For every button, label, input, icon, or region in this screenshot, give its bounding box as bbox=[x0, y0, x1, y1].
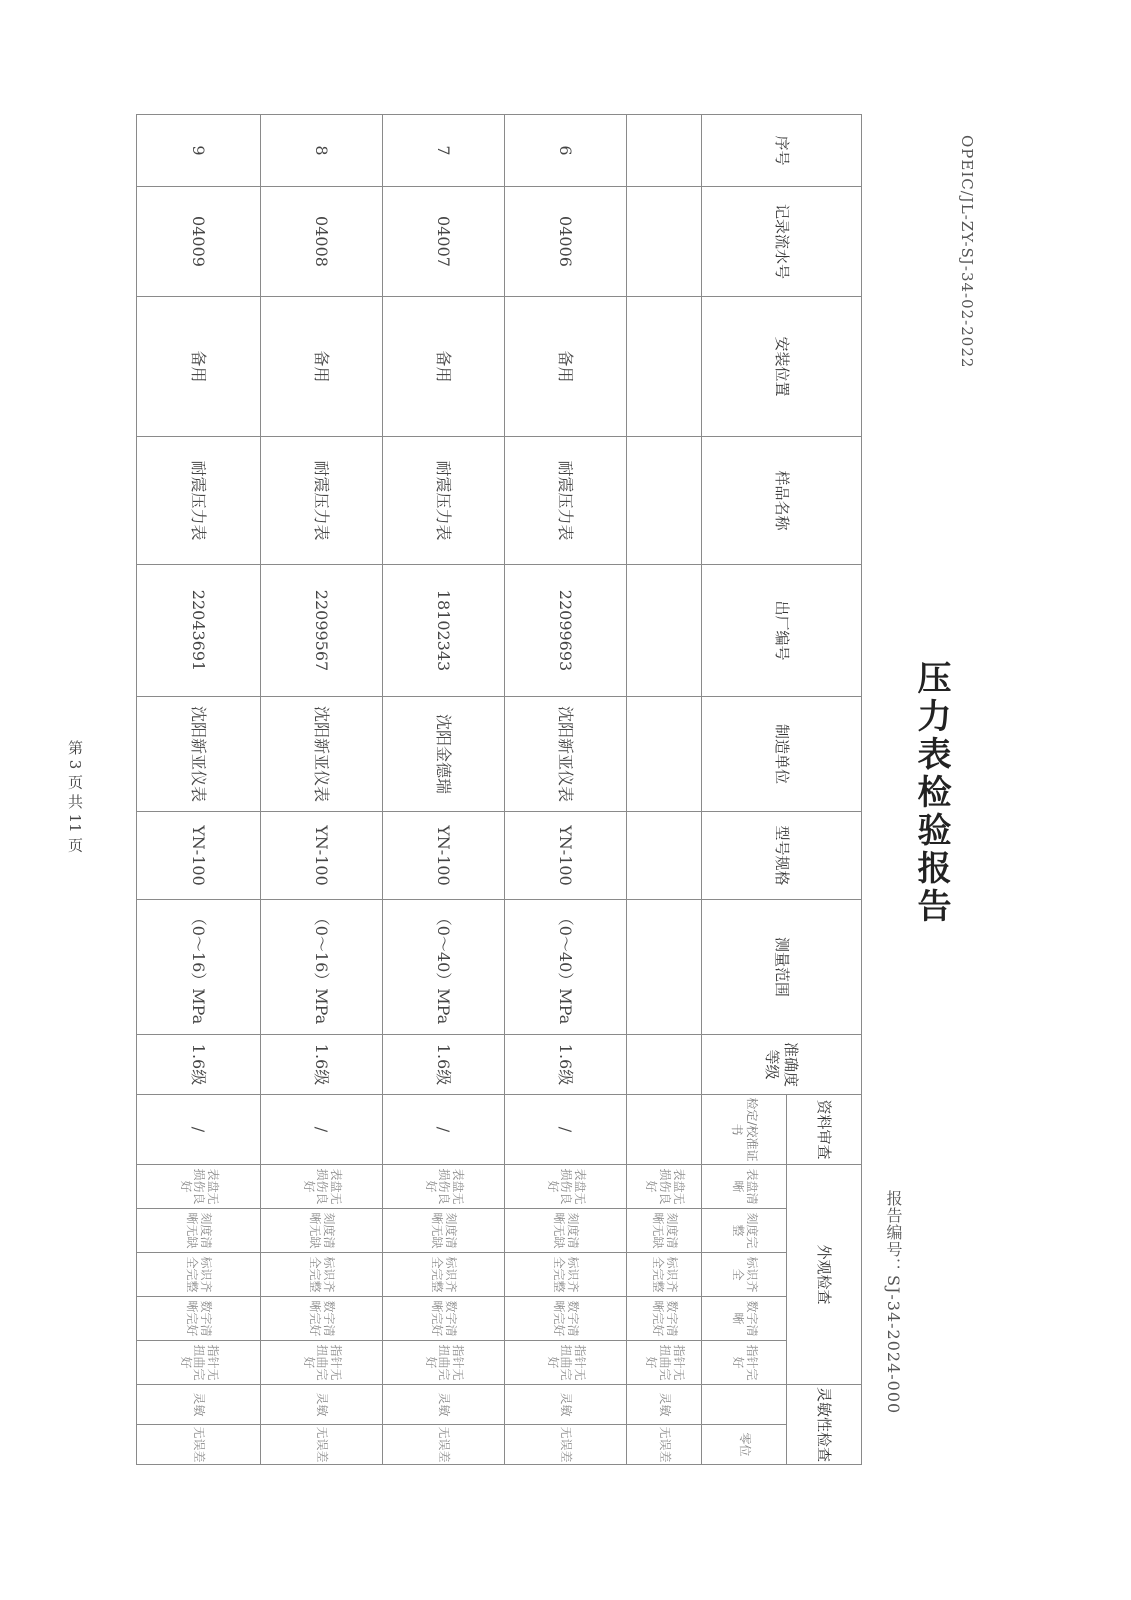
col-ap3: 标识齐全 bbox=[702, 1253, 787, 1297]
cell-sample-name: 耐震压力表 bbox=[383, 437, 505, 565]
report-title: 压力表检验报告 bbox=[911, 660, 951, 926]
cell-location: 备用 bbox=[505, 297, 627, 437]
cell-serial: 22099567 bbox=[261, 565, 383, 697]
cell-ap2: 刻度清晰无缺 bbox=[383, 1209, 505, 1253]
cell-seq: 6 bbox=[505, 115, 627, 187]
cell-manufacturer: 沈阳新亚仪表 bbox=[137, 697, 261, 812]
cell-ap4: 数字清晰完好 bbox=[261, 1297, 383, 1341]
result-sensitivity: 灵敏 bbox=[627, 1385, 702, 1425]
col-range: 测量范围 bbox=[702, 900, 862, 1035]
cell-ap5: 指针无扭曲完好 bbox=[505, 1341, 627, 1385]
result-ap5: 指针无扭曲完好 bbox=[627, 1341, 702, 1385]
cell-location: 备用 bbox=[261, 297, 383, 437]
col-sens-result bbox=[702, 1385, 787, 1425]
cell-ap4: 数字清晰完好 bbox=[137, 1297, 261, 1341]
table-blank-row bbox=[627, 115, 702, 1465]
cell-serial: 18102343 bbox=[383, 565, 505, 697]
cell-location: 备用 bbox=[137, 297, 261, 437]
cell-location: 备用 bbox=[383, 297, 505, 437]
cell-zero: 无误差 bbox=[137, 1425, 261, 1465]
cell-ap3: 标识齐全完整 bbox=[505, 1253, 627, 1297]
cell-ap4: 数字清晰完好 bbox=[383, 1297, 505, 1341]
result-zero: 无误差 bbox=[627, 1425, 702, 1465]
document-code: OPEIC/JL-ZY-SJ-34-02-2022 bbox=[958, 135, 976, 369]
cell-sensitivity: 灵敏 bbox=[261, 1385, 383, 1425]
cell-model: YN-100 bbox=[261, 812, 383, 900]
col-accuracy: 准确度等级 bbox=[702, 1035, 862, 1095]
col-seq: 序号 bbox=[702, 115, 862, 187]
table-row bbox=[137, 115, 261, 1465]
cell-ap1: 表盘无损伤良好 bbox=[505, 1165, 627, 1209]
cell-ap1: 表盘无损伤良好 bbox=[261, 1165, 383, 1209]
cell-sample-name: 耐震压力表 bbox=[505, 437, 627, 565]
cell-ap2: 刻度清晰无缺 bbox=[137, 1209, 261, 1253]
cell-sample-name: 耐震压力表 bbox=[261, 437, 383, 565]
cell-sensitivity: 灵敏 bbox=[505, 1385, 627, 1425]
cell-accuracy: 1.6级 bbox=[137, 1035, 261, 1095]
col-data-review: 资料审查 bbox=[787, 1095, 862, 1165]
table-row bbox=[505, 115, 627, 1465]
table-row bbox=[261, 115, 383, 1465]
col-ap5: 指针完好 bbox=[702, 1341, 787, 1385]
cell-zero: 无误差 bbox=[505, 1425, 627, 1465]
cell-manufacturer: 沈阳金德瑞 bbox=[383, 697, 505, 812]
col-zero: 零位 bbox=[702, 1425, 787, 1465]
cell-serial: 22043691 bbox=[137, 565, 261, 697]
result-ap2: 刻度清晰无缺 bbox=[627, 1209, 702, 1253]
table-header-row bbox=[787, 115, 862, 1465]
cell-ap3: 标识齐全完整 bbox=[383, 1253, 505, 1297]
cell-accuracy: 1.6级 bbox=[505, 1035, 627, 1095]
result-ap4: 数字清晰完好 bbox=[627, 1297, 702, 1341]
cell-range: （0～16）MPa bbox=[137, 900, 261, 1035]
col-serial: 出厂编号 bbox=[702, 565, 862, 697]
col-model: 型号规格 bbox=[702, 812, 862, 900]
cell-sample-name: 耐震压力表 bbox=[137, 437, 261, 565]
cell-manufacturer: 沈阳新亚仪表 bbox=[505, 697, 627, 812]
cell-model: YN-100 bbox=[137, 812, 261, 900]
cell-sensitivity: 灵敏 bbox=[383, 1385, 505, 1425]
cell-ap5: 指针无扭曲完好 bbox=[137, 1341, 261, 1385]
cell-record-no: 04006 bbox=[505, 187, 627, 297]
col-ap1: 表盘清晰 bbox=[702, 1165, 787, 1209]
cell-ap3: 标识齐全完整 bbox=[261, 1253, 383, 1297]
cell-accuracy: 1.6级 bbox=[261, 1035, 383, 1095]
page-footer: 第 3 页 共 11 页 bbox=[66, 740, 84, 853]
cell-ap1: 表盘无损伤良好 bbox=[137, 1165, 261, 1209]
cell-seq: 9 bbox=[137, 115, 261, 187]
cell-ap2: 刻度清晰无缺 bbox=[261, 1209, 383, 1253]
col-cert: 检定/校准证书 bbox=[702, 1095, 787, 1165]
cell-record-no: 04008 bbox=[261, 187, 383, 297]
col-manufacturer: 制造单位 bbox=[702, 697, 862, 812]
cell-record-no: 04007 bbox=[383, 187, 505, 297]
col-ap2: 刻度完整 bbox=[702, 1209, 787, 1253]
cell-model: YN-100 bbox=[505, 812, 627, 900]
col-ap4: 数字清晰 bbox=[702, 1297, 787, 1341]
col-sample-name: 样品名称 bbox=[702, 437, 862, 565]
cell-ap3: 标识齐全完整 bbox=[137, 1253, 261, 1297]
col-appearance: 外观检查 bbox=[787, 1165, 862, 1385]
cell-serial: 22099693 bbox=[505, 565, 627, 697]
cell-zero: 无误差 bbox=[383, 1425, 505, 1465]
cell-ap5: 指针无扭曲完好 bbox=[261, 1341, 383, 1385]
cell-zero: 无误差 bbox=[261, 1425, 383, 1465]
cell-cert: / bbox=[261, 1095, 383, 1165]
inspection-table-wrapper bbox=[137, 114, 862, 1463]
col-record-no: 记录流水号 bbox=[702, 187, 862, 297]
cell-sensitivity: 灵敏 bbox=[137, 1385, 261, 1425]
cell-record-no: 04009 bbox=[137, 187, 261, 297]
result-ap3: 标识齐全完整 bbox=[627, 1253, 702, 1297]
cell-range: （0～40）MPa bbox=[383, 900, 505, 1035]
cell-range: （0～40）MPa bbox=[505, 900, 627, 1035]
cell-ap1: 表盘无损伤良好 bbox=[383, 1165, 505, 1209]
cell-ap4: 数字清晰完好 bbox=[505, 1297, 627, 1341]
cell-cert: / bbox=[137, 1095, 261, 1165]
cell-accuracy: 1.6级 bbox=[383, 1035, 505, 1095]
cell-range: （0～16）MPa bbox=[261, 900, 383, 1035]
cell-cert: / bbox=[505, 1095, 627, 1165]
cell-ap2: 刻度清晰无缺 bbox=[505, 1209, 627, 1253]
cell-manufacturer: 沈阳新亚仪表 bbox=[261, 697, 383, 812]
cell-seq: 7 bbox=[383, 115, 505, 187]
cell-seq: 8 bbox=[261, 115, 383, 187]
report-number: 报告编号：SJ-34-2024-000 bbox=[884, 1190, 903, 1415]
col-location: 安装位置 bbox=[702, 297, 862, 437]
inspection-table bbox=[136, 114, 862, 1465]
cell-model: YN-100 bbox=[383, 812, 505, 900]
table-row bbox=[383, 115, 505, 1465]
cell-cert: / bbox=[383, 1095, 505, 1165]
result-ap1: 表盘无损伤良好 bbox=[627, 1165, 702, 1209]
cell-ap5: 指针无扭曲完好 bbox=[383, 1341, 505, 1385]
col-sensitivity: 灵敏性检查 bbox=[787, 1385, 862, 1465]
